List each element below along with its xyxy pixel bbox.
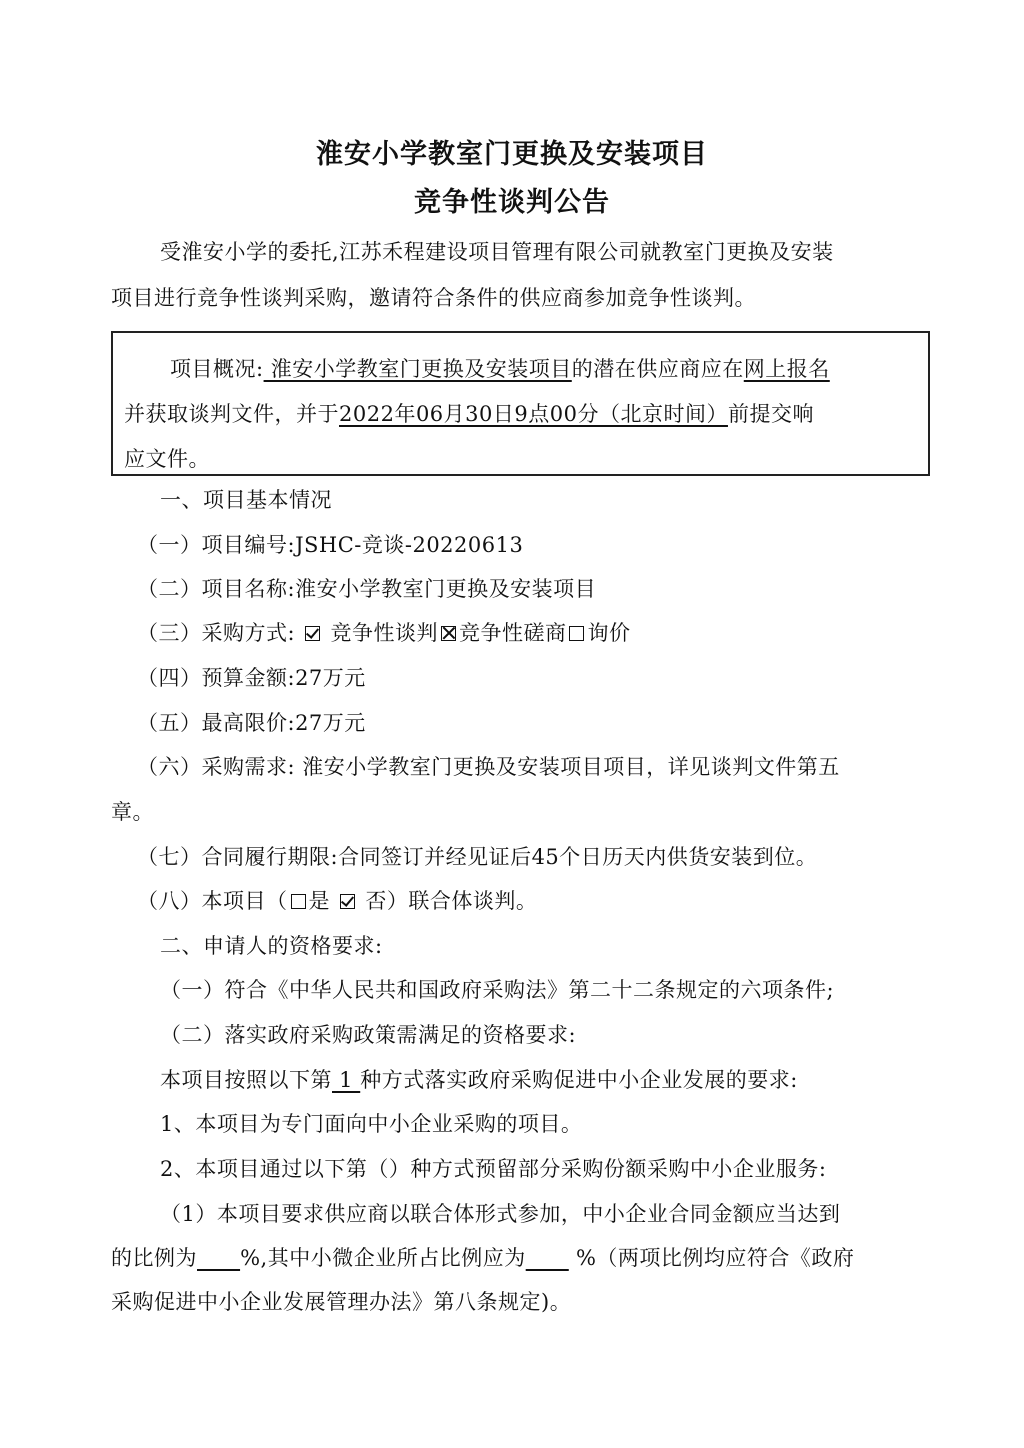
overview-line-2: 并获取谈判文件，并于2022年06月30日9点00分（北京时间）前提交响: [124, 402, 814, 426]
blank-ratio-2: [526, 1246, 569, 1270]
intro-line-2: 项目进行竞争性谈判采购，邀请符合条件的供应商参加竞争性谈判。: [111, 286, 756, 310]
sme-sub-1-line-2: 的比例为 %,其中小微企业所占比例应为 %（两项比例均应符合《政府: [111, 1246, 855, 1270]
project-number: （一）项目编号:JSHC-竞谈-20220613: [137, 533, 524, 557]
checkbox-empty-icon: [569, 626, 584, 641]
document-subtitle: 竞争性谈判公告: [414, 187, 610, 218]
budget-amount: （四）预算金额:27万元: [137, 666, 366, 690]
checkbox-empty-icon: [291, 894, 306, 909]
sme-item-2: 2、本项目通过以下第（）种方式预留部分采购份额采购中小企业服务:: [160, 1157, 827, 1181]
section-1-heading: 一、项目基本情况: [160, 488, 332, 512]
checkbox-checked-icon: [305, 626, 320, 641]
overview-project-name: 淮安小学教室门更换及安装项目: [263, 357, 572, 381]
overview-line-3: 应文件。: [124, 447, 210, 471]
register-link[interactable]: 网上报名: [743, 357, 830, 381]
sme-sub-1-line-1: （1）本项目要求供应商以联合体形式参加，中小企业合同金额应当达到: [160, 1202, 841, 1226]
project-name: （二）项目名称:淮安小学教室门更换及安装项目: [137, 577, 597, 601]
intro-line-1: 受淮安小学的委托,江苏禾程建设项目管理有限公司就教室门更换及安装: [160, 240, 834, 264]
overview-line-1: 项目概况: 淮安小学教室门更换及安装项目的潜在供应商应在网上报名: [170, 357, 830, 381]
procurement-method: （三）采购方式: 竞争性谈判 竞争性磋商 询价: [137, 621, 631, 645]
procurement-demand-line-2: 章。: [111, 800, 154, 824]
policy-method-number: 1: [332, 1068, 361, 1092]
checkbox-checked-icon: [340, 894, 355, 909]
max-price: （五）最高限价:27万元: [137, 711, 366, 735]
blank-ratio-1: [197, 1246, 240, 1270]
consortium-line: （八）本项目（ 是 否）联合体谈判。: [137, 889, 538, 913]
contract-period: （七）合同履行期限:合同签订并经见证后45个日历天内供货安装到位。: [137, 845, 818, 869]
overview-deadline: 2022年06月30日9点00分（北京时间）: [339, 402, 728, 426]
section-2-heading: 二、申请人的资格要求:: [160, 934, 383, 958]
requirement-2: （二）落实政府采购政策需满足的资格要求:: [160, 1023, 577, 1047]
sme-sub-1-line-3: 采购促进中小企业发展管理办法》第八条规定)。: [111, 1290, 572, 1314]
checkbox-crossed-icon: [441, 626, 456, 641]
procurement-demand-line-1: （六）采购需求: 淮安小学教室门更换及安装项目项目，详见谈判文件第五: [137, 755, 840, 779]
sme-policy-line: 本项目按照以下第 1 种方式落实政府采购促进中小企业发展的要求:: [160, 1068, 798, 1092]
overview-label: 项目概况:: [170, 357, 264, 381]
document-title: 淮安小学教室门更换及安装项目: [316, 139, 708, 170]
sme-item-1: 1、本项目为专门面向中小企业采购的项目。: [160, 1112, 583, 1136]
requirement-1: （一）符合《中华人民共和国政府采购法》第二十二条规定的六项条件;: [160, 978, 835, 1002]
